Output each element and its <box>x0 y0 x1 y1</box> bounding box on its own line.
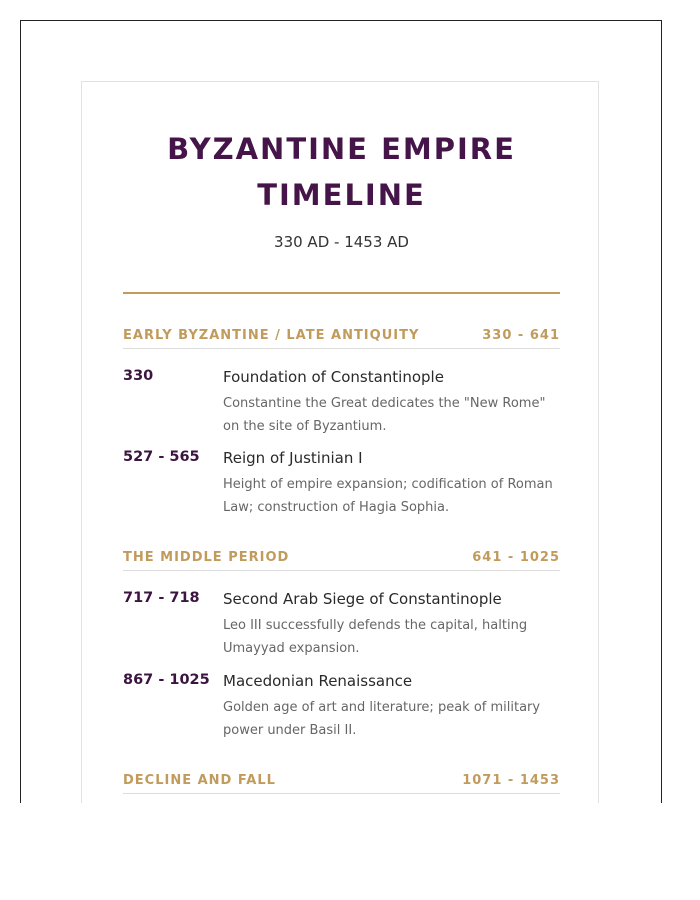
event-date: 717 - 718 <box>123 590 200 606</box>
timeline-card <box>81 81 599 803</box>
section-label: EARLY BYZANTINE / LATE ANTIQUITY <box>123 328 420 343</box>
title-line-1: BYZANTINE EMPIRE <box>167 132 516 166</box>
title-line-2: TIMELINE <box>257 178 426 212</box>
date-range-subtitle: 330 AD - 1453 AD <box>274 233 409 251</box>
section-label: DECLINE AND FALL <box>123 773 276 788</box>
event-title: Reign of Justinian I <box>223 449 363 467</box>
section-range: 330 - 641 <box>482 328 560 343</box>
section-header-early-byzantine <box>123 328 560 349</box>
section-range: 641 - 1025 <box>472 550 560 565</box>
section-range: 1071 - 1453 <box>462 773 560 788</box>
section-label: THE MIDDLE PERIOD <box>123 550 290 565</box>
event-date: 527 - 565 <box>123 449 200 465</box>
event-description: Height of empire expansion; codification of Roman Law; construction of Hagia Sophia. <box>223 477 553 515</box>
event-title: Foundation of Constantinople <box>223 368 444 386</box>
event-description: Leo III successfully defends the capital, halting Umayyad expansion. <box>223 618 528 656</box>
page-title <box>123 126 560 218</box>
section-header-decline-and-fall <box>123 773 560 794</box>
title-divider <box>123 292 560 294</box>
event-description: Constantine the Great dedicates the "New Rome" on the site of Byzantium. <box>223 396 546 434</box>
event-date: 330 <box>123 368 154 384</box>
event-date: 867 - 1025 <box>123 672 210 688</box>
document-viewport[interactable] <box>20 20 662 803</box>
section-header-middle-period <box>123 550 560 571</box>
event-title: Second Arab Siege of Constantinople <box>223 590 502 608</box>
event-description: Golden age of art and literature; peak of military power under Basil II. <box>223 700 541 738</box>
event-title: Macedonian Renaissance <box>223 672 413 690</box>
